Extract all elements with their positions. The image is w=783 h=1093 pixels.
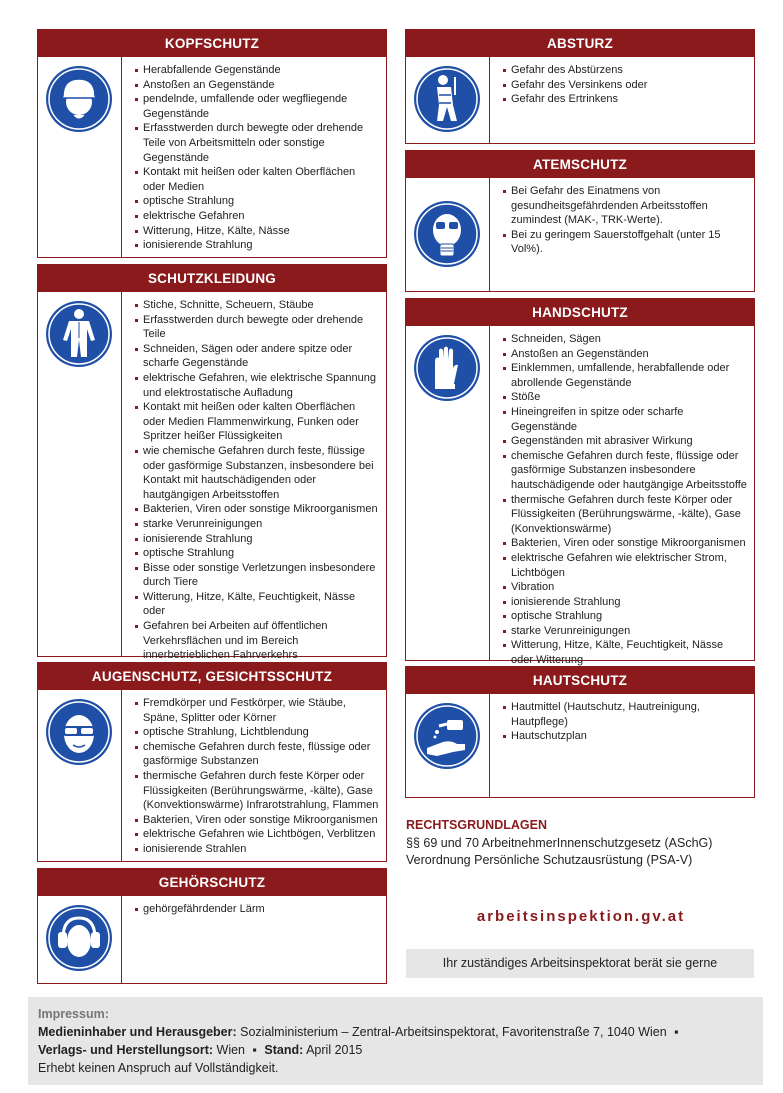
list-item: Gefahr des Versinkens oder (502, 78, 748, 93)
kopfschutz-list (134, 63, 380, 253)
list-item: ionisierende Strahlung (134, 238, 380, 253)
legal-basis (406, 818, 756, 869)
list-item: optische Strahlung, Lichtblendung (134, 725, 380, 740)
absturz-title: ABSTURZ (406, 30, 754, 57)
separator: ▪ (674, 1025, 679, 1039)
augenschutz-list (134, 696, 380, 857)
list-item: Gefahr des Abstürzens (502, 63, 748, 78)
list-item: Vibration (502, 580, 748, 595)
list-item: Gefahren bei Arbeiten auf öffentlichen Verkehrsflächen und im Bereich innerbetrieblichen Fahrverkehrs (134, 619, 380, 663)
list-item: starke Verunreinigungen (134, 517, 380, 532)
legal-title: RECHTSGRUNDLAGEN (406, 818, 547, 832)
list-item: wie chemische Gefahren durch feste, flüssige oder gasförmige Substanzen, insbesondere bei Kontakt mit hautschädigenden oder hautgängigen Arbeitsstoffen (134, 444, 380, 502)
gehoerschutz-list (134, 902, 380, 917)
list-item: elektrische Gefahren, wie elektrische Spannung und elektrostatische Aufladung (134, 371, 380, 400)
website-link[interactable]: arbeitsinspektion.gv.at (476, 908, 686, 925)
list-item: Hautschutzplan (502, 729, 748, 744)
list-item: elektrische Gefahren wie elektrischer Strom, Lichtbögen (502, 551, 748, 580)
list-item: gehörgefährdender Lärm (134, 902, 380, 917)
protective-suit-icon (45, 300, 113, 368)
list-item: optische Strahlung (134, 194, 380, 209)
list-item: Herabfallende Gegenstände (134, 63, 380, 78)
list-item: Anstoßen an Gegenständen (502, 347, 748, 362)
hautschutz-list (502, 700, 748, 744)
list-item: thermische Gefahren durch feste Körper oder Flüssigkeiten (Berührungswärme, -kälte), Gase (Konvektionswärme) Infrarotstrahlung, Flammen (134, 769, 380, 813)
list-item: Anstoßen an Gegenstände (134, 78, 380, 93)
list-item: elektrische Gefahren wie Lichtbögen, Verblitzen (134, 827, 380, 842)
augenschutz-title: AUGENSCHUTZ, GESICHTSSCHUTZ (38, 663, 386, 690)
list-item: Bei zu geringem Sauerstoffgehalt (unter 15 Vol%). (502, 228, 748, 257)
list-item: ionisierende Strahlung (134, 532, 380, 547)
handschutz-title: HANDSCHUTZ (406, 299, 754, 326)
list-item: Gegenständen mit abrasiver Wirkung (502, 434, 748, 449)
augenschutz-box (37, 662, 387, 862)
status-label: Stand: (264, 1043, 304, 1057)
kopfschutz-title: KOPFSCHUTZ (38, 30, 386, 57)
place-label: Verlags- und Herstellungsort: (38, 1043, 214, 1057)
list-item: ionisierende Strahlung (502, 595, 748, 610)
list-item: chemische Gefahren durch feste, flüssige oder gasförmige Substanzen (134, 740, 380, 769)
list-item: Kontakt mit heißen oder kalten Oberflächen oder Medien Flammenwirkung, Funken oder Spritzer heißer Flüssigkeiten (134, 400, 380, 444)
impressum (28, 997, 763, 1085)
list-item: Bei Gefahr des Einatmens von gesundheitsgefährdenden Arbeitsstoffen zumindest (MAK-, TRK-Werte). (502, 184, 748, 228)
skin-protection-icon (413, 702, 481, 770)
legal-line: §§ 69 und 70 ArbeitnehmerInnenschutzgesetz (ASchG) (406, 836, 713, 850)
atemschutz-box (405, 150, 755, 292)
list-item: Einklemmen, umfallende, herabfallende oder abrollende Gegenstände (502, 361, 748, 390)
list-item: ionisierende Strahlen (134, 842, 380, 857)
list-item: Witterung, Hitze, Kälte, Nässe (134, 224, 380, 239)
list-item: Schneiden, Sägen (502, 332, 748, 347)
hautschutz-title: HAUTSCHUTZ (406, 667, 754, 694)
list-item: pendelnde, umfallende oder wegfliegende Gegenstände (134, 92, 380, 121)
list-item: Bakterien, Viren oder sonstige Mikroorganismen (134, 813, 380, 828)
place-value: Wien (216, 1043, 245, 1057)
list-item: optische Strahlung (502, 609, 748, 624)
publisher-label: Medieninhaber und Herausgeber: (38, 1025, 237, 1039)
status-value: April 2015 (306, 1043, 363, 1057)
list-item: Hineingreifen in spitze oder scharfe Gegenstände (502, 405, 748, 434)
list-item: elektrische Gefahren (134, 209, 380, 224)
kopfschutz-box (37, 29, 387, 258)
list-item: Stiche, Schnitte, Scheuern, Stäube (134, 298, 380, 313)
hautschutz-box (405, 666, 755, 798)
list-item: Bakterien, Viren oder sonstige Mikroorganismen (502, 536, 748, 551)
handschutz-list (502, 332, 748, 668)
legal-line: Verordnung Persönliche Schutzausrüstung (PSA-V) (406, 853, 693, 867)
list-item: Schneiden, Sägen oder andere spitze oder scharfe Gegenstände (134, 342, 380, 371)
list-item: Stöße (502, 390, 748, 405)
schutzkleidung-list (134, 298, 380, 663)
absturz-box (405, 29, 755, 144)
list-item: Erfasstwerden durch bewegte oder drehende Teile (134, 313, 380, 342)
list-item: Kontakt mit heißen oder kalten Oberflächen oder Medien (134, 165, 380, 194)
list-item: chemische Gefahren durch feste, flüssige oder gasförmige Substanzen insbesondere hautschädigende oder hautgängige Arbeitsstoffe (502, 449, 748, 493)
impressum-title: Impressum: (38, 1007, 109, 1021)
respirator-mask-icon (413, 200, 481, 268)
list-item: Bisse oder sonstige Verletzungen insbesondere durch Tiere (134, 561, 380, 590)
list-item: Gefahr des Ertrinkens (502, 92, 748, 107)
publisher-value: Sozialministerium – Zentral-Arbeitsinspektorat, Favoritenstraße 7, 1040 Wien (240, 1025, 667, 1039)
gloves-icon (413, 334, 481, 402)
list-item: Fremdkörper und Festkörper, wie Stäube, Späne, Splitter oder Körner (134, 696, 380, 725)
list-item: Hautmittel (Hautschutz, Hautreinigung, Hautpflege) (502, 700, 748, 729)
list-item: Witterung, Hitze, Kälte, Feuchtigkeit, Nässe oder Witterung (502, 638, 748, 667)
schutzkleidung-title: SCHUTZKLEIDUNG (38, 265, 386, 292)
separator: ▪ (252, 1043, 257, 1057)
absturz-list (502, 63, 748, 107)
list-item: Witterung, Hitze, Kälte, Feuchtigkeit, Nässe oder (134, 590, 380, 619)
hard-hat-icon (45, 65, 113, 133)
gehoerschutz-box (37, 868, 387, 984)
gehoerschutz-title: GEHÖRSCHUTZ (38, 869, 386, 896)
list-item: optische Strahlung (134, 546, 380, 561)
schutzkleidung-box (37, 264, 387, 662)
safety-glasses-icon (45, 698, 113, 766)
list-item: starke Verunreinigungen (502, 624, 748, 639)
list-item: Erfasstwerden durch bewegte oder drehende Teile von Arbeitsmitteln oder sonstige Gegenstände (134, 121, 380, 165)
atemschutz-title: ATEMSCHUTZ (406, 151, 754, 178)
list-item: Bakterien, Viren oder sonstige Mikroorganismen (134, 502, 380, 517)
safety-harness-icon (413, 65, 481, 133)
atemschutz-list (502, 184, 748, 257)
list-item: thermische Gefahren durch feste Körper oder Flüssigkeiten (Berührungswärme, -kälte), Gase (Konvektionswärme) (502, 493, 748, 537)
disclaimer: Erhebt keinen Anspruch auf Vollständigkeit. (38, 1061, 279, 1075)
ear-protection-icon (45, 904, 113, 972)
handschutz-box (405, 298, 755, 667)
advice-banner: Ihr zuständiges Arbeitsinspektorat berät sie gerne (406, 949, 754, 978)
